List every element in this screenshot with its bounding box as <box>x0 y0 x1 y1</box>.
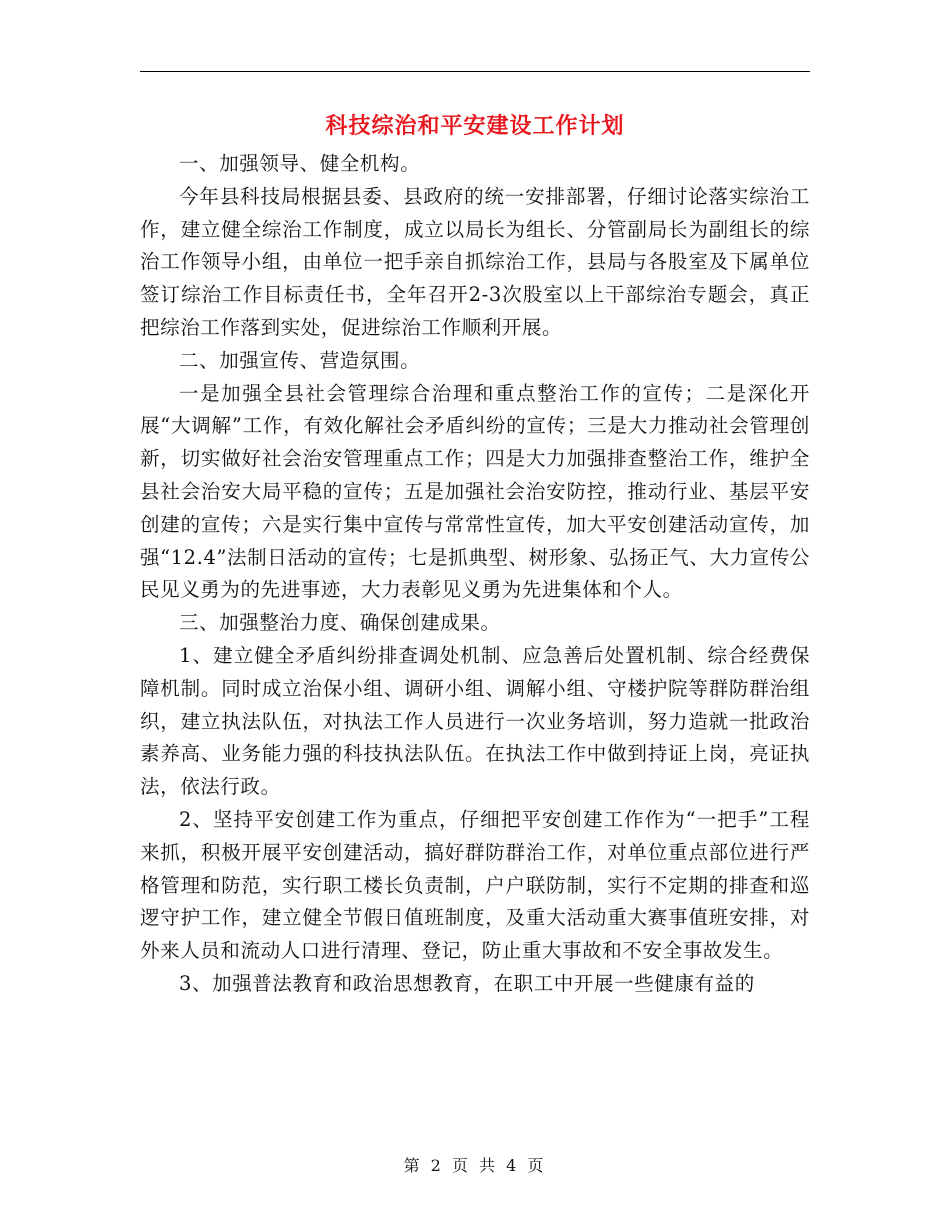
page-number: 第 2 页 共 4 页 <box>403 1156 547 1175</box>
section-heading: 三、加强整治力度、确保创建成果。 <box>179 611 501 635</box>
section-heading: 二、加强宣传、营造氛围。 <box>179 348 421 372</box>
document-title: 科技综治和平安建设工作计划 <box>325 113 625 139</box>
body-paragraph: 1、建立健全矛盾纠纷排查调处机制、应急善后处置机制、综合经费保障机制。同时成立治保小组、调研小组、调解小组、守楼护院等群防群治组织，建立执法队伍，对执法工作人员进行一次业务培训，努力造就一批政治素养高、业务能力强的科技执法队伍。在执法工作中做到持证上岗，亮证执法，依法行政。 <box>140 643 810 799</box>
section-heading: 一、加强领导、健全机构。 <box>179 152 421 175</box>
body-paragraph: 3、加强普法教育和政治思想教育，在职工中开展一些健康有益的 <box>179 971 755 995</box>
document-body <box>140 148 810 1001</box>
header-rule <box>140 71 810 72</box>
body-paragraph: 2、坚持平安创建工作为重点，仔细把平安创建工作作为“一把手”工程来抓，积极开展平安创建活动，搞好群防群治工作，对单位重点部位进行严格管理和防范，实行职工楼长负责制，户户联防制，实行不定期的排查和巡逻守护工作，建立健全节假日值班制度，及重大活动重大赛事值班安排，对外来人员和流动人口进行清理、登记，防止重大事故和不安全事故发生。 <box>140 807 810 963</box>
body-paragraph: 今年县科技局根据县委、县政府的统一安排部署，仔细讨论落实综治工作，建立健全综治工作制度，成立以局长为组长、分管副局长为副组长的综治工作领导小组，由单位一把手亲自抓综治工作，县局与各股室及下属单位签订综治工作目标责任书，全年召开2-3次股室以上干部综治专题会，真正把综治工作落到实处，促进综治工作顺利开展。 <box>140 184 810 339</box>
body-paragraph: 一是加强全县社会管理综合治理和重点整治工作的宣传；二是深化开展“大调解”工作，有效化解社会矛盾纠纷的宣传；三是大力推动社会管理创新，切实做好社会治安管理重点工作；四是大力加强排查整治工作，维护全县社会治安大局平稳的宣传；五是加强社会治安防控，推动行业、基层平安创建的宣传；六是实行集中宣传与常常性宣传，加大平安创建活动宣传，加强“12.4”法制日活动的宣传；七是抓典型、树形象、弘扬正气、大力宣传公民见义勇为的先进事迹，大力表彰见义勇为先进集体和个人。 <box>140 381 810 602</box>
